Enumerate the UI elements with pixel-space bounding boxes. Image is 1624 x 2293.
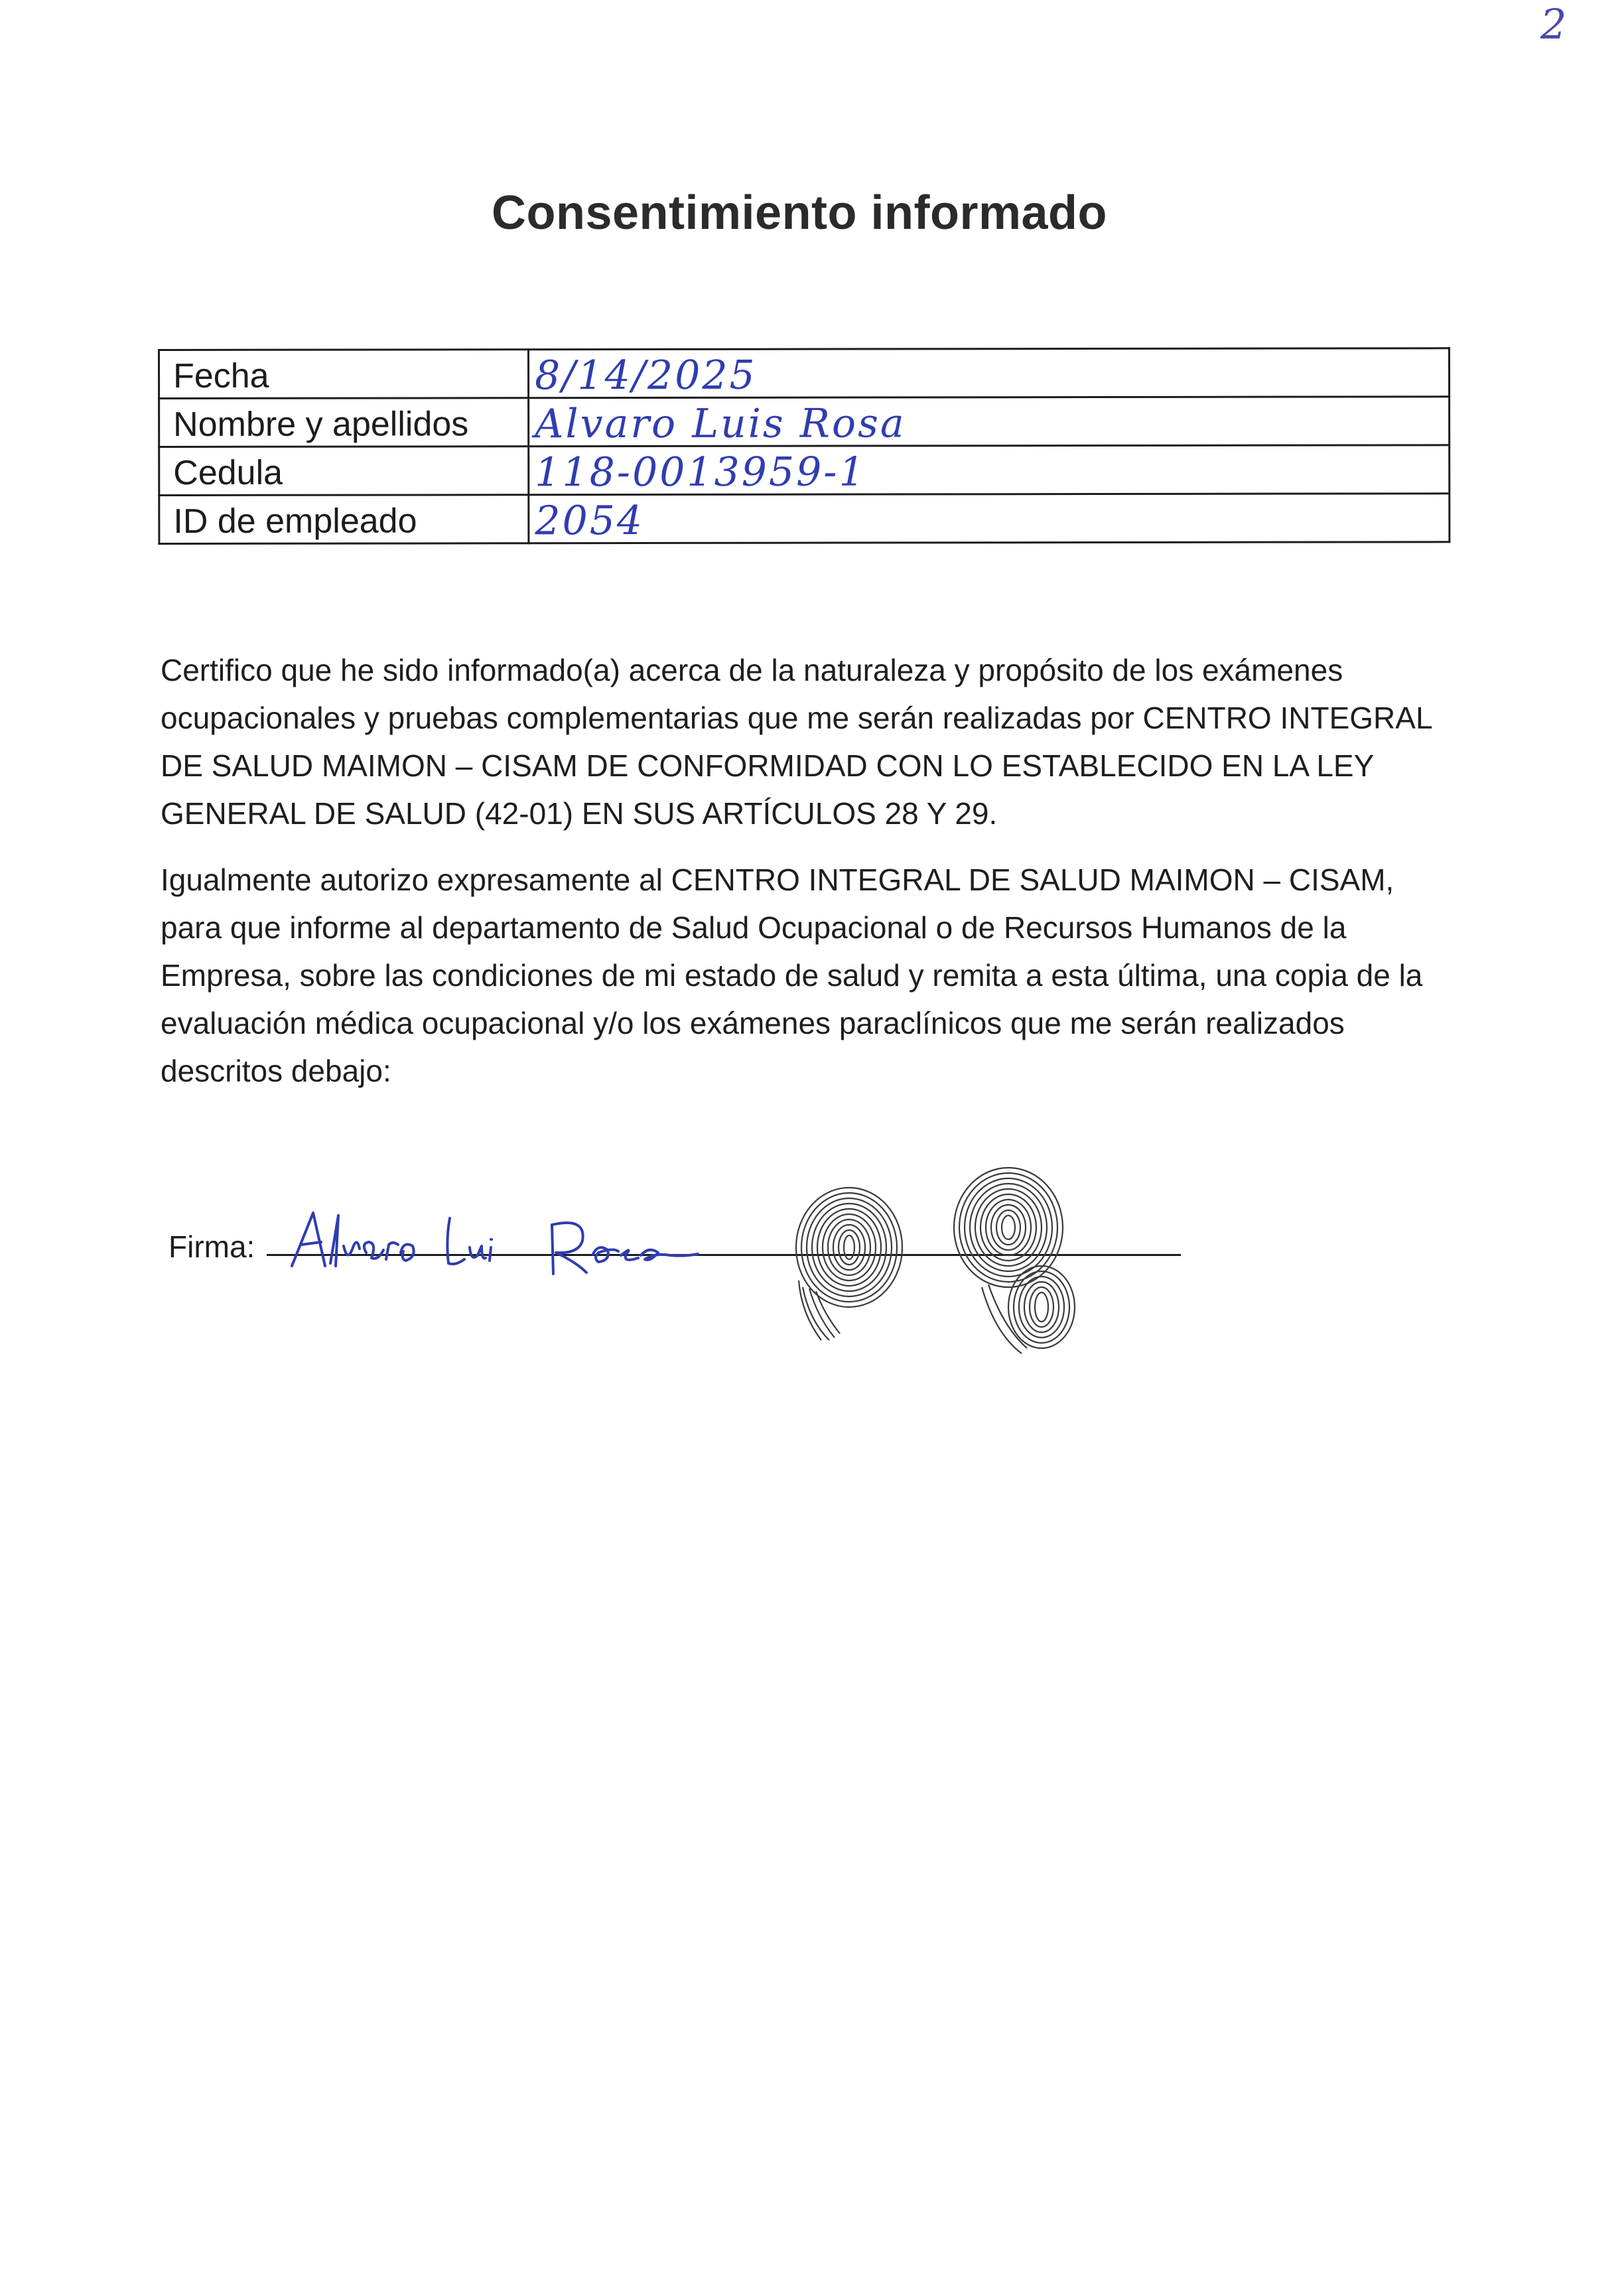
- table-row: [159, 445, 1450, 496]
- employee-id-value: 2054: [529, 494, 1450, 543]
- date-label: Fecha: [159, 350, 529, 399]
- info-table: [158, 347, 1450, 545]
- table-row: [159, 494, 1450, 544]
- fingerprint-icon: [783, 1174, 915, 1347]
- page-number: 2: [1540, 0, 1567, 48]
- id-card-value: 118-0013959-1: [529, 445, 1450, 495]
- signature-label: Firma:: [169, 1229, 255, 1264]
- id-card-label: Cedula: [159, 447, 529, 496]
- table-row: [159, 397, 1450, 447]
- date-value: 8/14/2025: [529, 348, 1450, 398]
- employee-id-label: ID de empleado: [159, 495, 529, 544]
- consent-paragraph-2: Igualmente autorizo expresamente al CENTRO INTEGRAL DE SALUD MAIMON – CISAM, para que informe al departamento de Salud Ocupacional o de Recursos Humanos de la Empresa, sobre las condiciones de mi estado de salud y remita a esta última, una copia de la evaluación médica ocupacional y/o los exámenes paraclínicos que me serán realizados descritos debajo:: [161, 863, 1423, 1088]
- name-value: Alvaro Luis Rosa: [529, 397, 1450, 447]
- handwritten-signature: [287, 1200, 711, 1279]
- document-title: Consentimiento informado: [492, 186, 1107, 240]
- name-label: Nombre y apellidos: [159, 398, 529, 447]
- table-row: [159, 348, 1450, 399]
- consent-paragraph-1: Certifico que he sido informado(a) acerca de la naturaleza y propósito de los exámenes ocupacionales y pruebas complementarias que me serán realizadas por CENTRO INTEGRAL DE SALUD MAIMON – CISAM DE CONFORMIDAD CON LO ESTABLECIDO EN LA LEY GENERAL DE SALUD (42-01) EN SUS ARTÍCULOS 28 Y 29.: [161, 653, 1432, 831]
- fingerprint-icon: [942, 1161, 1088, 1360]
